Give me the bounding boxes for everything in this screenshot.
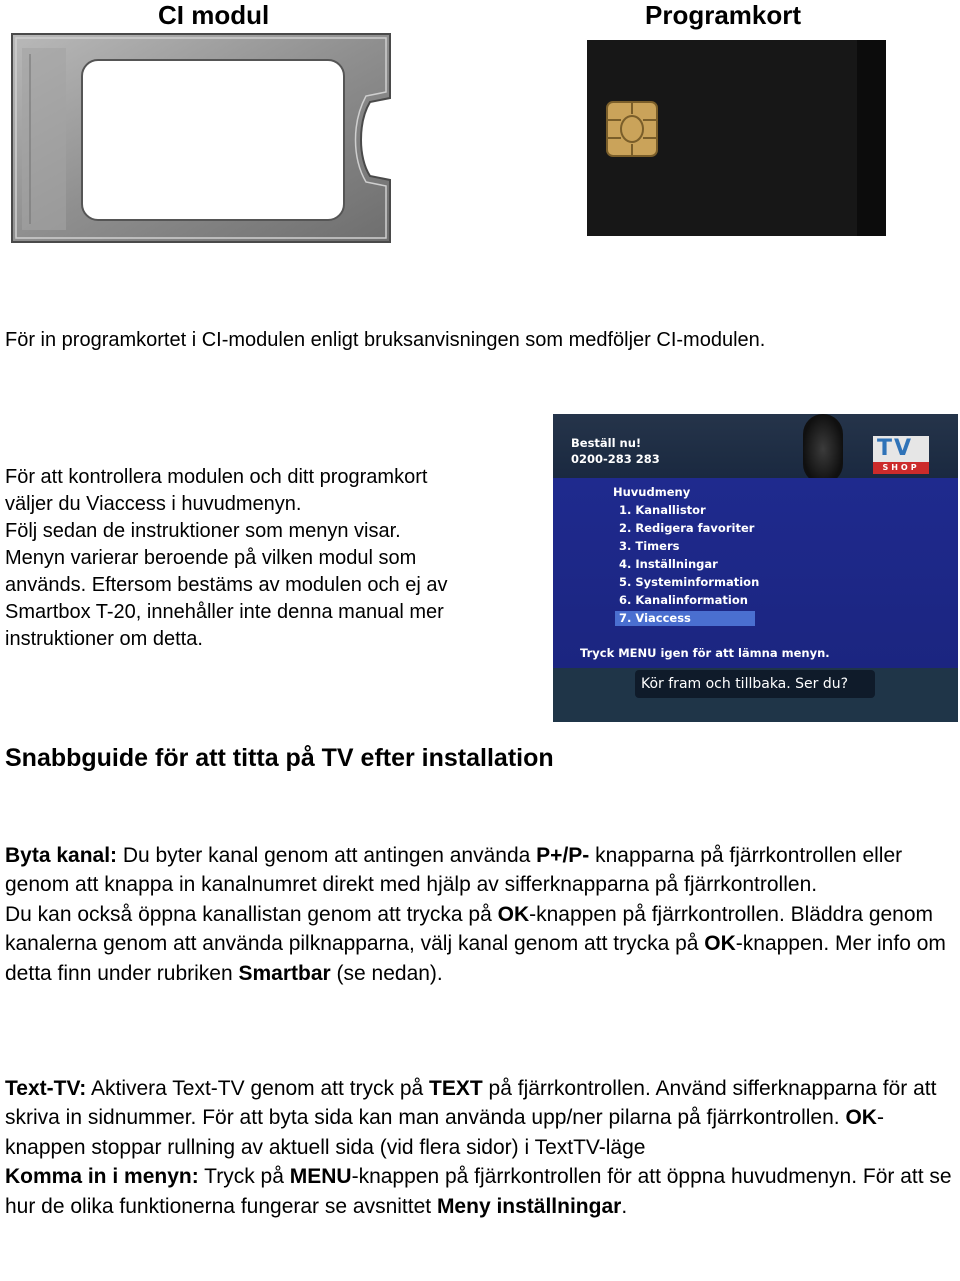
viaccess-line: Följ sedan de instruktioner som menyn visar. [5, 520, 401, 542]
viaccess-line: Menyn varierar beroende på vilken modul som [5, 547, 417, 569]
intro-instruction: För in programkortet i CI-modulen enligt bruksanvisningen som medföljer CI-modulen. [5, 329, 766, 351]
viaccess-line: För att kontrollera modulen och ditt programkort [5, 466, 428, 488]
heading-ci-modul: CI modul [158, 0, 270, 30]
menu-item: 1. Kanallistor [619, 503, 706, 517]
program-card-image [587, 40, 886, 236]
viaccess-line: används. Eftersom bestäms av modulen och ej av [5, 574, 448, 596]
viaccess-line: väljer du Viaccess i huvudmenyn. [5, 493, 302, 515]
menu-title: Huvudmeny [613, 485, 691, 499]
text-tv-label: Text-TV: [5, 1077, 87, 1100]
viaccess-line: instruktioner om detta. [5, 628, 203, 650]
komma-in-label: Komma in i menyn: [5, 1165, 199, 1189]
menu-item: 4. Inställningar [619, 557, 718, 571]
screen-caption: Kör fram och tillbaka. Ser du? [641, 676, 849, 692]
order-phone: 0200-283 283 [571, 452, 660, 466]
byta-kanal-paragraph: Byta kanal: Du byter kanal genom att antingen använda P+/P- knapparna på fjärrkontrollen eller genom att knappa in kanalnumret direkt med hjälp av sifferknapparna på fjärrkontrollen. Du kan också öppna kanallistan genom att trycka på OK-knappen på fjärrkontrollen. Bläddra genom kanalerna genom att använda pilknapparna, välj kanal genom att trycka på OK-knappen. Mer info om detta finn under rubriken Smartbar (se nedan). [5, 844, 946, 985]
byta-kanal-label: Byta kanal: [5, 844, 118, 867]
menu-item-selected: 7. Viaccess [619, 611, 691, 625]
komma-in-paragraph: Komma in i menyn: Tryck på MENU-knappen på fjärrkontrollen för att öppna huvudmenyn. För att se hur de olika funktionerna fungerar se avsnittet Meny inställningar. [5, 1165, 952, 1218]
section-title: Snabbguide för att titta på TV efter installation [5, 744, 554, 772]
menu-item: 6. Kanalinformation [619, 593, 748, 607]
viaccess-line: Smartbox T-20, innehåller inte denna manual mer [5, 601, 444, 623]
menu-item: 5. Systeminformation [619, 575, 760, 589]
text-tv-paragraph: Text-TV: Aktivera Text-TV genom att tryck på TEXT på fjärrkontrollen. Använd sifferknapparna för att skriva in sidnummer. För att byta sida kan man använda upp/ner pilarna på fjärrkontrollen. OK-knappen stoppar rullning av aktuell sida (vid flera sidor) i TextTV-läge Komma in i menyn: Tryck på MENU-knappen på fjärrkontrollen för att öppna huvudmenyn. För att se hur de olika funktionerna fungerar se avsnittet Meny inställningar. [5, 1074, 955, 1221]
heading-programkort: Programkort [645, 0, 802, 30]
viaccess-paragraph [5, 464, 545, 653]
menu-footer-hint: Tryck MENU igen för att lämna menyn. [580, 646, 830, 660]
menu-item: 2. Redigera favoriter [619, 521, 755, 535]
order-text: Beställ nu! [571, 436, 642, 450]
chip-icon [607, 102, 657, 156]
ci-module-image [10, 30, 392, 245]
menu-item: 3. Timers [619, 539, 680, 553]
tv-shop-logo: TV SHOP [873, 436, 929, 474]
tv-main-menu-screenshot [553, 414, 958, 722]
